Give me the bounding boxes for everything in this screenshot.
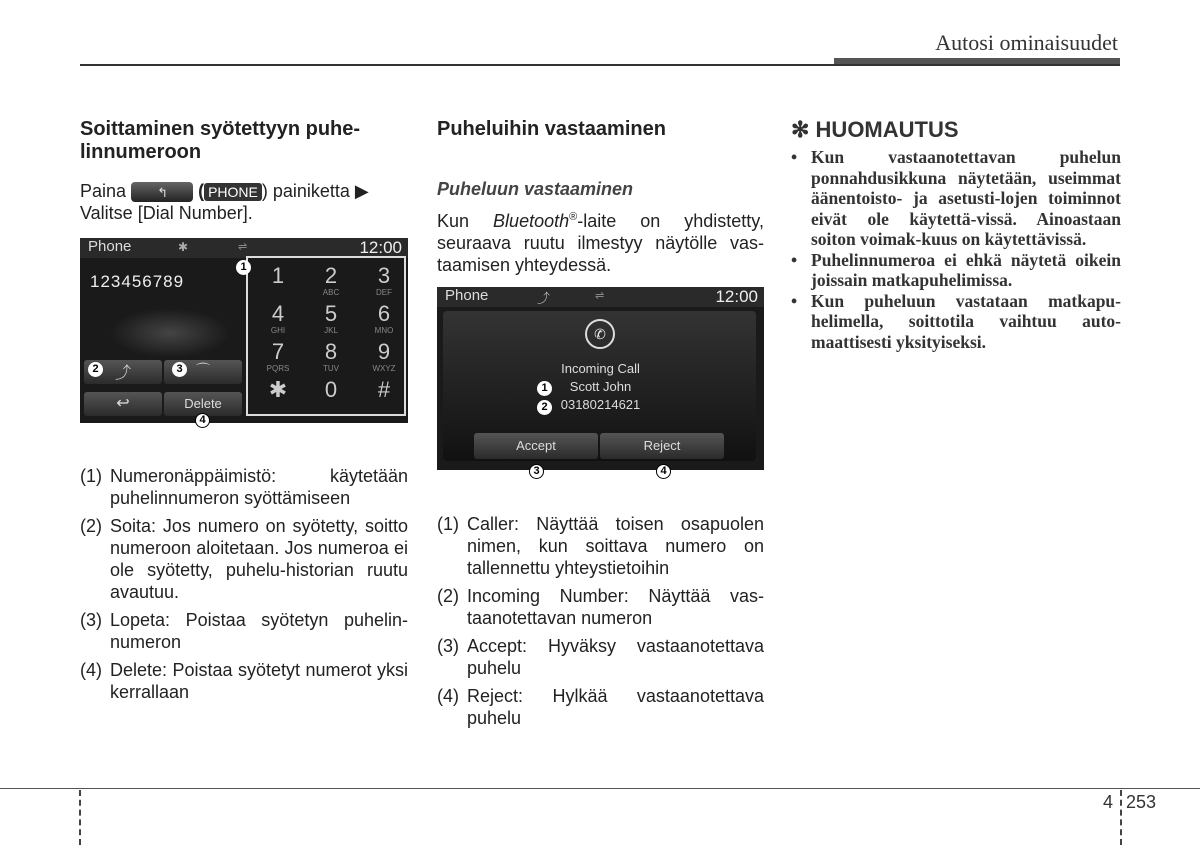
incoming-call-label: Incoming Call — [561, 361, 640, 376]
screen-clock: 12:00 — [359, 238, 402, 257]
keypad-key[interactable] — [252, 264, 304, 304]
dialed-number: 123456789 — [90, 272, 185, 291]
callout-2: 2 — [88, 362, 103, 377]
dial-screen-image — [80, 238, 408, 423]
legend-item — [80, 609, 408, 653]
note-box — [791, 117, 1121, 352]
keypad-letters: MNO — [374, 326, 394, 335]
callout-3: 3 — [172, 362, 187, 377]
note-text: Kun puheluun vastataan matkapu-helimella, soittotila vaihtuu auto-maattisesti yksityiseksi. — [811, 290, 1121, 352]
back-button[interactable] — [84, 392, 162, 416]
keypad-letters: ABC — [322, 288, 340, 297]
phone-ring-icon: ✆ — [585, 319, 615, 349]
legend-number: (1) — [437, 514, 459, 534]
keypad-key[interactable] — [358, 302, 408, 342]
keypad-letters: GHI — [270, 326, 286, 335]
dial-intro: Paina ↰ ( PHONE ) painiketta ▶ Valitse [Dial Number]. — [80, 181, 369, 224]
screen-title: Phone — [88, 238, 132, 255]
legend-number: (4) — [437, 686, 459, 706]
callout-4: 4 — [656, 464, 671, 479]
footer-dashed-line-left — [79, 790, 81, 845]
reject-button[interactable]: Reject — [600, 433, 724, 459]
note-item — [791, 250, 1121, 291]
keypad-key[interactable] — [252, 378, 304, 418]
call-status-icon: ⤴ — [537, 291, 551, 306]
callout-1: 1 — [236, 260, 251, 275]
keypad-letters: JKL — [324, 326, 338, 335]
legend-text: Reject: Hylkää vastaanotettava puhelu — [467, 686, 764, 728]
bullet-icon: • — [791, 290, 798, 311]
dial-legend — [80, 465, 408, 709]
legend-text: Caller: Näyttää toisen osapuolen nimen, kun soittava numero on tallennettu yhteystietoihin — [467, 514, 764, 578]
legend-item — [437, 585, 764, 629]
header-rule — [80, 64, 1120, 66]
keypad-key[interactable] — [358, 378, 408, 418]
note-list — [791, 147, 1121, 352]
keypad-digit: 9 — [377, 339, 391, 364]
legend-text: Soita: Jos numero on syötetty, soitto numeroon aloitetaan. Jos numeroa ei ole syötetty, puhelu-historian ruutu avautuu. — [110, 516, 408, 602]
incoming-call-screen-image — [437, 287, 764, 470]
keypad-letters: WXYZ — [372, 364, 396, 373]
keypad-digit: 3 — [377, 263, 391, 288]
answer-legend-list — [437, 513, 764, 729]
caller-name: Scott John — [569, 379, 632, 394]
legend-number: (2) — [437, 586, 459, 606]
accept-button[interactable]: Accept — [474, 433, 598, 459]
keypad-digit: 1 — [271, 263, 285, 288]
answer-intro: Kun Bluetooth®-laite on yhdistetty, seuraava ruutu ilmestyy näytölle vas-taamisen yhteydessä. — [437, 211, 764, 275]
footer-dashed-line-right — [1120, 790, 1122, 845]
caller-number: 03180214621 — [560, 397, 641, 412]
legend-text: Incoming Number: Näyttää vas-taanotettavan numeron — [467, 586, 764, 628]
keypad-digit: 5 — [324, 301, 338, 326]
legend-item — [80, 515, 408, 603]
chapter-number: 4 — [1103, 792, 1114, 812]
usb-icon: ⇌ — [238, 241, 248, 253]
background-graphic — [110, 308, 230, 358]
usb-icon: ⇌ — [595, 290, 605, 302]
keypad-digit: # — [377, 377, 391, 402]
legend-text: Delete: Poistaa syötetyt numerot yksi kerrallaan — [110, 660, 408, 702]
note-item — [791, 291, 1121, 353]
keypad-key[interactable] — [305, 378, 357, 418]
running-header: Autosi ominaisuudet — [935, 30, 1118, 55]
legend-number: (4) — [80, 660, 102, 680]
legend-text: Lopeta: Poistaa syötetyn puhelin-numeron — [110, 610, 408, 652]
legend-text: Accept: Hyväksy vastaanotettava puhelu — [467, 636, 764, 678]
keypad-key[interactable] — [252, 302, 304, 342]
legend-item — [80, 465, 408, 509]
keypad-letters: PQRS — [266, 364, 290, 373]
legend-number: (1) — [80, 466, 102, 486]
bluetooth-icon: ✱ — [178, 240, 189, 254]
answer-legend — [437, 513, 764, 735]
keypad-key[interactable] — [305, 264, 357, 304]
phone-button-label: PHONE — [204, 183, 262, 201]
callout-4: 4 — [195, 413, 210, 428]
legend-item — [80, 659, 408, 703]
keypad-digit: ✱ — [268, 377, 288, 402]
legend-item — [437, 513, 764, 579]
dial-legend-list — [80, 465, 408, 703]
keypad-key[interactable] — [358, 264, 408, 304]
keypad-letters: DEF — [376, 288, 392, 297]
column-answer-call — [437, 118, 764, 276]
delete-button[interactable]: Delete — [164, 392, 242, 416]
note-text: Puhelinnumeroa ei ehkä näytetä oikein joissain matkapuhelimissa. — [811, 249, 1121, 290]
keypad-digit: 7 — [271, 339, 285, 364]
screen-clock: 12:00 — [715, 287, 758, 306]
keypad-digit: 4 — [271, 301, 285, 326]
keypad-digit: 6 — [377, 301, 391, 326]
legend-number: (3) — [80, 610, 102, 630]
legend-text: Numeronäppäimistö: käytetään puhelinnumeron syöttämiseen — [110, 466, 408, 508]
column-dial-number — [80, 118, 408, 224]
keypad-key[interactable] — [358, 340, 408, 380]
keypad-digit: 8 — [324, 339, 338, 364]
callout-3: 3 — [529, 464, 544, 479]
note-text: Kun vastaanotettavan puhelun ponnahdusikkuna näytetään, useimmat äänentoisto- ja asetusti-lojen toiminnot eivät ole käytettä-vissä. Ainoastaan soiton voimak-kuus on käytettävissä. — [811, 147, 1121, 249]
callout-2: 2 — [537, 400, 552, 415]
back-arrow-icon: ↩ — [116, 395, 130, 412]
section-heading-answer: Puheluihin vastaaminen — [437, 118, 666, 140]
end-call-icon: ⌒ — [196, 362, 210, 378]
legend-item — [437, 685, 764, 729]
bullet-icon: • — [791, 249, 798, 270]
keypad-key[interactable] — [305, 340, 357, 380]
phone-handset-button-icon: ↰ — [131, 182, 193, 202]
call-icon: ⤴ — [114, 365, 131, 382]
section-heading-dial: Soittaminen syötettyyn puhe-linnumeroon — [80, 118, 361, 163]
keypad-key[interactable] — [305, 302, 357, 342]
footer-rule — [0, 788, 1200, 789]
note-item — [791, 147, 1121, 250]
legend-number: (2) — [80, 516, 102, 536]
screen-title: Phone — [445, 287, 489, 304]
subheading-answer: Puheluun vastaaminen — [437, 179, 634, 199]
legend-number: (3) — [437, 636, 459, 656]
keypad-digit: 0 — [324, 377, 338, 402]
page-number: 253 — [1126, 792, 1157, 812]
callout-1: 1 — [537, 381, 552, 396]
legend-item — [437, 635, 764, 679]
keypad-key[interactable] — [252, 340, 304, 380]
note-title: ✻ HUOMAUTUS — [791, 117, 959, 142]
bullet-icon: • — [791, 147, 798, 167]
keypad-letters: TUV — [323, 364, 339, 373]
keypad-digit: 2 — [324, 263, 338, 288]
